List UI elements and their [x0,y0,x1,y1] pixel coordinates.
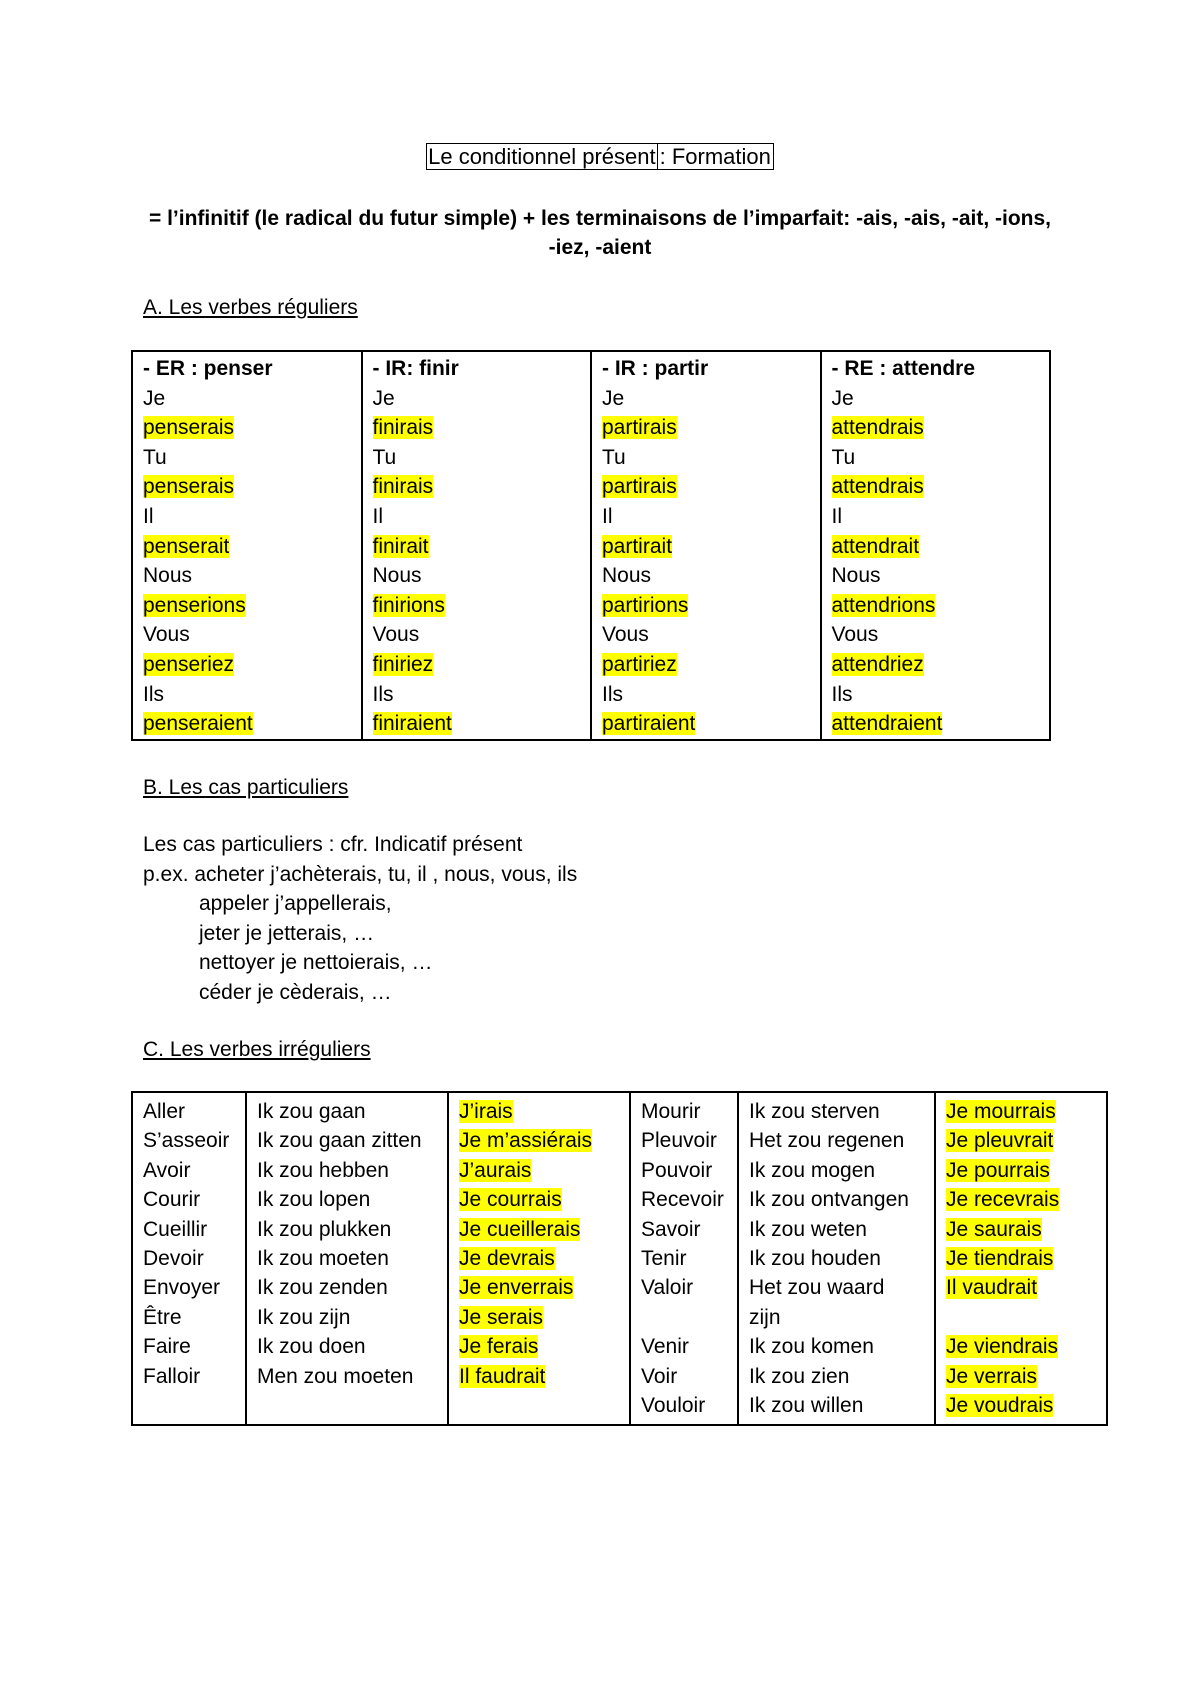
conditional-form: Je serais [459,1305,544,1329]
table-line [641,1097,727,1126]
table-line [373,532,581,562]
pronoun: Ils [143,682,164,706]
pronoun: Tu [602,445,626,469]
special-case-example: jeter je jetterais, … [199,921,375,945]
table-line [749,1273,924,1302]
table-line [373,591,581,621]
table-line [459,1097,619,1126]
table-cell-text: Cueillir [143,1217,208,1241]
table-line [602,620,810,650]
column-header: - IR : partir [602,357,709,380]
irregular-dutch-right [738,1092,935,1425]
conditional-form: Je voudrais [946,1394,1054,1418]
pronoun: Il [831,504,842,528]
table-line [832,502,1040,532]
table-cell-text: Ik zou gaan [257,1100,366,1123]
table-line [143,413,351,443]
table-line [832,443,1040,473]
table-line [946,1126,1096,1155]
table-line [749,1332,924,1361]
pronoun: Vous [831,623,879,647]
table-line [602,650,810,680]
table-line [749,1362,924,1391]
table-line [832,413,1040,443]
table-line [143,1332,235,1361]
conjugated-form: partiriez [602,652,677,676]
table-cell-text: Ik zou doen [257,1335,366,1359]
table-line [257,1244,437,1273]
table-cell-text: Falloir [143,1364,201,1388]
table-line [641,1215,727,1244]
table-line [749,1126,924,1155]
table-line [749,1215,924,1244]
regular-verbs-table [131,350,1051,741]
table-cell-text: Ik zou willen [749,1394,864,1418]
table-line [832,591,1040,621]
table-line [143,1185,235,1214]
table-line [143,1244,235,1273]
special-case-example: céder je cèderais, … [199,980,392,1004]
table-cell-text: S’asseoir [143,1129,230,1153]
table-line [641,1126,727,1155]
table-line [257,1332,437,1361]
pronoun: Il [372,504,383,528]
table-line [373,650,581,680]
table-cell-text: Men zou moeten [257,1364,414,1388]
conjugated-form: attendrions [831,593,936,617]
table-cell-text: Recevoir [641,1188,724,1212]
table-line [641,1185,727,1214]
pronoun: Nous [143,564,193,588]
irregular-infinitives-left [132,1092,246,1425]
conjugated-form: attendrait [831,534,920,558]
table-line [602,709,810,739]
table-line [143,1097,235,1126]
table-cell-text: Ik zou zijn [257,1305,351,1329]
formula-line2: -iez, -aient [548,236,652,259]
formula [140,204,1060,262]
pronoun: Nous [372,564,422,588]
conditional-form: Il vaudrait [946,1276,1038,1300]
table-line [832,472,1040,502]
conditional-form: Je saurais [946,1217,1042,1241]
conjugated-form: penserait [143,534,230,558]
table-line [832,709,1040,739]
table-line [143,591,351,621]
pronoun: Nous [831,564,881,588]
table-line [602,502,810,532]
table-line [373,502,581,532]
conjugated-form: attendrais [831,475,924,499]
table-line [373,709,581,739]
table-cell-text: Mourir [641,1100,701,1123]
table-line [373,384,581,414]
table-line [641,1273,727,1302]
pronoun: Vous [372,623,420,647]
conjugated-form: partirions [602,593,689,617]
table-line [602,680,810,710]
table-cell-text: Tenir [641,1247,687,1271]
conjugated-form: partirais [602,475,677,499]
table-cell-text: Ik zou zenden [257,1276,388,1300]
conjugated-form: partirait [602,534,673,558]
page-title [426,143,774,171]
conjugated-form: attendrais [831,416,924,440]
table-line [946,1303,1096,1332]
table-line [257,1097,437,1126]
table-cell-text: Courir [143,1188,201,1212]
pronoun: Il [143,504,154,528]
table-cell-text: Être [143,1305,182,1329]
table-line [749,1156,924,1185]
table-line [602,384,810,414]
pronoun: Ils [602,682,623,706]
conjugated-form: penserais [143,475,235,499]
table-cell-text: Ik zou gaan zitten [257,1129,422,1153]
special-case-example: nettoyer je nettoierais, … [199,951,433,974]
table-line [946,1391,1096,1420]
table-line [946,1273,1096,1302]
table-line [459,1126,619,1155]
table-line [602,532,810,562]
table-line [143,1273,235,1302]
conditional-form: Je courrais [459,1188,562,1212]
table-line [257,1273,437,1302]
table-line [832,561,1040,591]
pronoun: Nous [602,564,652,588]
table-line [641,1362,727,1391]
special-cases-block [143,830,577,1007]
table-line [832,532,1040,562]
table-line [143,680,351,710]
column-header: - IR: finir [372,357,459,380]
pronoun: Je [143,386,166,410]
table-line [749,1185,924,1214]
section-c-heading: C. Les verbes irréguliers [143,1038,371,1061]
conditional-form: Je mourrais [946,1100,1056,1123]
table-cell-text: Het zou regenen [749,1129,905,1153]
irregular-forms-left [448,1092,630,1425]
conjugated-form: partirais [602,416,677,440]
table-line [257,1362,437,1391]
conditional-form: Je recevrais [946,1188,1060,1212]
table-cell-text: Ik zou mogen [749,1158,876,1182]
table-line [641,1332,727,1361]
table-line [459,1332,619,1361]
table-line [143,1126,235,1155]
table-cell-text: Envoyer [143,1276,221,1300]
regular-col-3 [821,351,1051,740]
table-cell-text: Devoir [143,1247,204,1271]
table-line [946,1156,1096,1185]
table-line [946,1362,1096,1391]
table-line [602,413,810,443]
table-line [143,561,351,591]
table-line [749,1303,924,1332]
irregular-dutch-left [246,1092,448,1425]
table-row [132,1092,1107,1425]
table-line [832,620,1040,650]
pronoun: Je [602,386,625,410]
table-line [143,650,351,680]
conditional-form: J’irais [459,1100,513,1123]
table-cell-text: Ik zou zien [749,1364,850,1388]
conjugated-form: attendriez [831,652,924,676]
conditional-form: Je pleuvrait [946,1129,1054,1153]
table-line [373,413,581,443]
conjugated-form: finiriez [372,652,434,676]
table-line [143,709,351,739]
regular-col-1 [362,351,592,740]
table-cell-text: Ik zou sterven [749,1100,880,1123]
table-cell-text: Voir [641,1364,678,1388]
table-line [459,1215,619,1244]
pronoun: Je [831,386,854,410]
conditional-form: Je enverrais [459,1276,574,1300]
conditional-form: Il faudrait [459,1364,546,1388]
table-line [946,1215,1096,1244]
pronoun: Vous [143,623,190,647]
table-line [373,472,581,502]
table-cell-text: Ik zou plukken [257,1217,392,1241]
pronoun: Tu [143,445,167,469]
pronoun: Ils [372,682,394,706]
table-line [749,1391,924,1420]
table-line [459,1273,619,1302]
table-line [373,620,581,650]
special-cases-intro: Les cas particuliers : cfr. Indicatif présent [143,833,523,856]
conditional-form: Je ferais [459,1335,539,1359]
title-part1: Le conditionnel présent [428,144,656,169]
table-cell-text: Vouloir [641,1394,706,1418]
conditional-form: Je verrais [946,1364,1038,1388]
conditional-form: Je devrais [459,1247,555,1271]
table-line [749,1244,924,1273]
conjugated-form: finiraient [372,712,452,736]
table-cell-text: Ik zou houden [749,1247,881,1271]
table-cell-text: Ik zou komen [749,1335,874,1359]
table-cell-text: Ik zou moeten [257,1247,389,1271]
table-line [602,472,810,502]
special-cases-example: p.ex. acheter j’achèterais, tu, il , nous, vous, ils [143,862,578,886]
table-line [143,443,351,473]
table-line [641,1303,727,1332]
table-line [143,1156,235,1185]
table-cell-text: Venir [641,1335,689,1359]
table-cell-text: Aller [143,1100,186,1123]
table-line [946,1332,1096,1361]
table-cell-text: Ik zou hebben [257,1158,389,1182]
table-cell-text: Avoir [143,1158,191,1182]
section-b-heading: B. Les cas particuliers [143,776,349,799]
conjugated-form: finirait [372,534,429,558]
pronoun: Ils [831,682,853,706]
conjugated-form: attendraient [831,712,943,736]
table-line [257,1126,437,1155]
formula-line1: = l’infinitif (le radical du futur simple) + les terminaisons de l’imparfait: -ais, -ais, -ait, -ions, [148,207,1051,230]
conjugated-form: finirais [372,475,434,499]
table-cell-text: Ik zou lopen [257,1188,371,1212]
table-cell-text: Pouvoir [641,1158,713,1182]
table-line [373,443,581,473]
pronoun: Je [372,386,395,410]
table-line [946,1244,1096,1273]
section-a-heading: A. Les verbes réguliers [143,296,358,319]
table-line [832,384,1040,414]
pronoun: Tu [372,445,397,469]
title-wrap [0,143,1200,171]
table-cell-text: Faire [143,1335,191,1359]
conditional-form: Je m’assiérais [459,1129,593,1153]
table-line [257,1156,437,1185]
column-header: - RE : attendre [831,357,976,380]
irregular-forms-right [935,1092,1107,1425]
table-line [143,1303,235,1332]
pronoun: Tu [831,445,856,469]
table-line [832,650,1040,680]
table-cell-text: Savoir [641,1217,701,1241]
regular-col-0 [132,351,362,740]
table-line [832,680,1040,710]
conditional-form: Je cueillerais [459,1217,581,1241]
table-line [373,561,581,591]
pronoun: Il [602,504,613,528]
table-line [143,472,351,502]
conjugated-form: penserions [143,593,246,617]
table-line [373,680,581,710]
table-cell-text: zijn [749,1305,781,1329]
table-cell-text: Valoir [641,1276,694,1300]
table-line [602,591,810,621]
table-line [143,502,351,532]
table-line [946,1185,1096,1214]
irregular-verbs-table [131,1091,1108,1426]
conjugated-form: finirais [372,416,434,440]
table-line [459,1362,619,1391]
table-line [143,532,351,562]
table-line [602,561,810,591]
conditional-form: Je pourrais [946,1158,1050,1182]
conditional-form: J’aurais [459,1158,532,1182]
conjugated-form: partiraient [602,712,696,736]
table-cell-text: Pleuvoir [641,1129,717,1153]
table-cell-text: Het zou waard [749,1276,885,1300]
conjugated-form: penseriez [143,652,235,676]
table-line [143,1362,235,1391]
table-line [143,1215,235,1244]
table-line [143,384,351,414]
conjugated-form: penserais [143,416,235,440]
conditional-form: Je viendrais [946,1335,1059,1359]
table-line [641,1391,727,1420]
table-line [459,1185,619,1214]
title-part2: : Formation [658,143,774,170]
table-line [257,1303,437,1332]
table-cell-text: Ik zou weten [749,1217,867,1241]
irregular-infinitives-right [630,1092,738,1425]
table-line [459,1244,619,1273]
table-line [257,1215,437,1244]
table-line [257,1185,437,1214]
conjugated-form: penseraient [143,712,253,736]
table-row [132,351,1050,740]
table-line [946,1097,1096,1126]
table-line [143,620,351,650]
conjugated-form: finirions [372,593,445,617]
table-line [459,1303,619,1332]
table-line [641,1156,727,1185]
special-case-example: appeler j’appellerais, [199,892,392,915]
table-cell-text: Ik zou ontvangen [749,1188,909,1212]
table-line [641,1244,727,1273]
table-line [459,1156,619,1185]
pronoun: Vous [602,623,649,647]
regular-col-2 [591,351,821,740]
table-line [749,1097,924,1126]
conditional-form: Je tiendrais [946,1247,1054,1271]
table-line [602,443,810,473]
column-header: - ER : penser [143,357,273,380]
